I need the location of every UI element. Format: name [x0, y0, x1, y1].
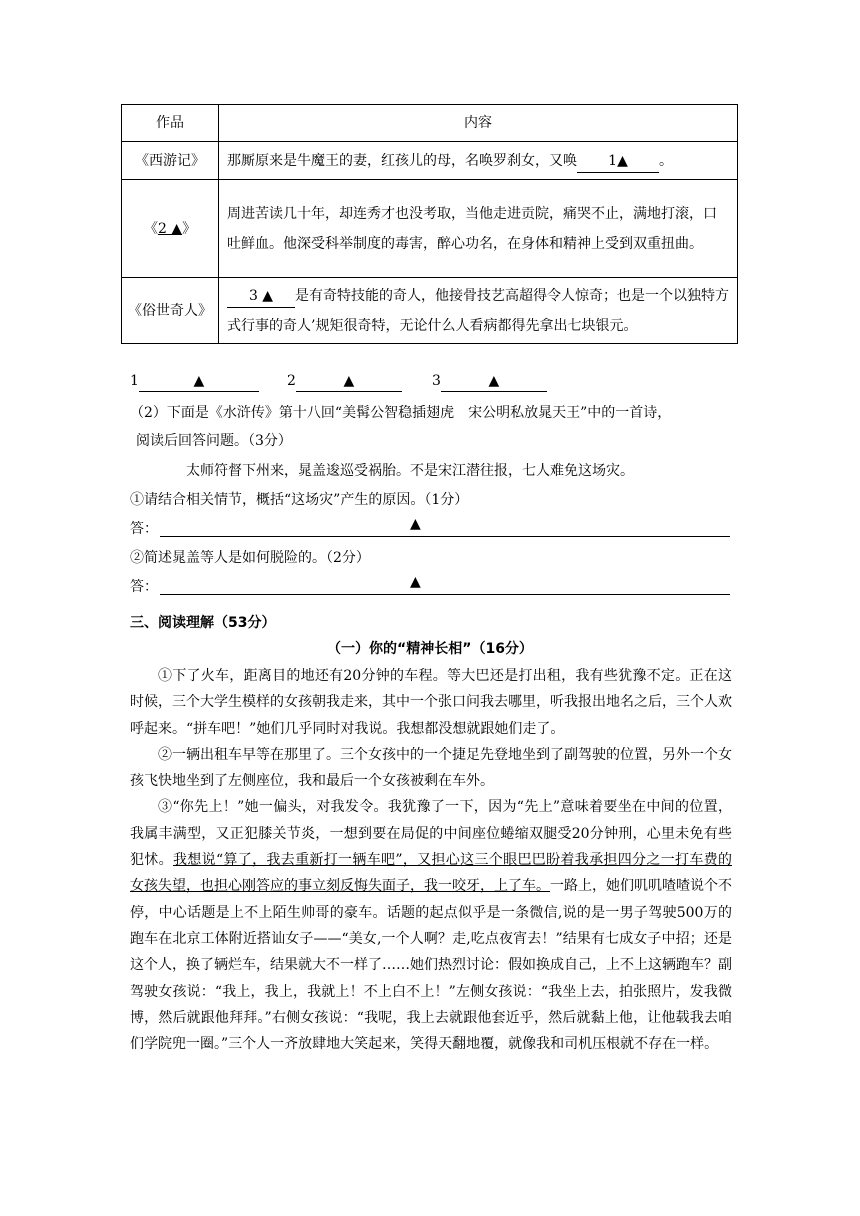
row-work: 《俗世奇人》: [122, 278, 219, 344]
passage-title: （一）你的“精神长相”（16分）: [327, 641, 533, 657]
row-work: [122, 180, 219, 278]
answer-line-2[interactable]: [130, 576, 730, 598]
table-header-row: [122, 105, 738, 142]
row-work: 《西游记》: [122, 142, 219, 180]
sub-question-1: ①请结合相关情节，概括“这场灾”产生的原因。（1分）: [130, 492, 469, 508]
header-content: 内容: [219, 105, 738, 142]
table-row: [122, 142, 738, 180]
row-content-text: 是有奇特技能的奇人，他接骨技艺高超得令人惊奇；也是一个以独特方式行事的奇人’规矩很奇特，无论什么人看病都得先拿出七块银元。: [227, 287, 729, 334]
paragraph-3-underlined: 我想说“算了，我去重新打一辆车吧”，又担心这三个眼巴巴盼着我承担四分之一打车费的女孩失望，也担心刚答应的事立刻反悔失面子，我一咬牙，上了车。: [130, 852, 733, 895]
paragraph-3: [130, 794, 732, 1057]
answer-label: 答：: [130, 521, 158, 537]
answer-line-1[interactable]: [130, 518, 730, 540]
answer-blank-2[interactable]: 2 ▲: [157, 220, 183, 237]
fill-3[interactable]: [432, 372, 547, 392]
question-2-intro-cont: 阅读后回答问题。（3分）: [136, 433, 292, 449]
fill-line: ▲: [441, 372, 547, 392]
answer-mark: ▲: [410, 574, 421, 590]
book-bracket-open: 《: [143, 220, 158, 237]
works-table: [121, 104, 738, 344]
fill-number: 2: [287, 373, 296, 389]
row-content: [219, 142, 738, 180]
fill-line: ▲: [139, 372, 259, 392]
passage: [130, 663, 732, 1057]
fill-2[interactable]: [287, 372, 402, 392]
fill-number: 3: [432, 373, 441, 389]
fill-line: ▲: [296, 372, 402, 392]
answer-mark: ▲: [410, 516, 421, 532]
paragraph-3-part-b: 一路上，她们叽叽喳喳说个不停，中心话题是上不上陌生帅哥的豪车。话题的起点似乎是一条微信,说的是一男子驾驶500万的跑车在北京工体附近搭讪女子——“美女,一个人啊？走,吃点夜宵去！”结果有七成女子中招；还是这个人，换了辆烂车，结果就大不一样了……她们热烈讨论：假如换成自己，上不上这辆跑车？副驾驶女孩说：“我上，我上，我就上！不上白不上！”左侧女孩说：“我坐上去，拍张照片，发我微博，然后就跟他拜拜。”右侧女孩说：“我呢，我上去就跟他套近乎，然后就黏上他，让他载我去咱们学院兜一圈。”三个人一齐放肆地大笑起来，笑得天翻地覆，就像我和司机压根就不存在一样。: [130, 878, 732, 1053]
table-row: [122, 180, 738, 278]
answer-blank-1[interactable]: 1▲: [577, 150, 659, 173]
fill-number: 1: [130, 373, 139, 389]
fill-1[interactable]: [130, 372, 259, 392]
row-content: [219, 278, 738, 344]
sub-question-2: ②简述晁盖等人是如何脱险的。（2分）: [130, 550, 370, 566]
row-content-tail: 。: [659, 152, 673, 169]
row-content-text: 那厮原来是牛魔王的妻，红孩儿的母，名唤罗刹女，又唤: [227, 152, 577, 169]
paragraph-3-part-a: ③“你先上！”她一偏头，对我发令。我犹豫了一下，因为“先上”意味着要坐在中间的位置，我属丰满型，又正犯膝关节炎，一想到要在局促的中间座位蜷缩双腿受20分钟刑，心里未免有些犯怵。: [130, 799, 732, 869]
question-2-intro: （2）下面是《水浒传》第十八回“美髯公智稳插翅虎 宋公明私放晁天王”中的一首诗，: [130, 405, 672, 421]
header-work: 作品: [122, 105, 219, 142]
answer-label: 答：: [130, 579, 158, 595]
section-title: 三、阅读理解（53分）: [130, 615, 276, 631]
poem: 太师符督下州来，晁盖逡巡受祸胎。不是宋江潜往报，七人难免这场灾。: [186, 463, 634, 479]
answer-blank-3[interactable]: 3 ▲: [227, 285, 295, 308]
row-content: 周进苦读几十年，却连秀才也没考取，当他走进贡院，痛哭不止，满地打滚，口吐鲜血。他深受科举制度的毒害，醉心功名，在身体和精神上受到双重扭曲。: [219, 180, 738, 278]
paragraph-1: ①下了火车，距离目的地还有20分钟的车程。等大巴还是打出租，我有些犹豫不定。正在这时候，三个大学生模样的女孩朝我走来，其中一个张口问我去哪里，听我报出地名之后，三个人欢呼起来。“拼车吧！”她们几乎同时对我说。我想都没想就跟她们走了。: [130, 668, 732, 737]
paragraph-2: ②一辆出租车早等在那里了。三个女孩中的一个捷足先登地坐到了副驾驶的位置，另外一个女孩飞快地坐到了左侧座位，我和最后一个女孩被剩在车外。: [130, 746, 732, 790]
table-row: [122, 278, 738, 344]
book-bracket-close: 》: [182, 220, 197, 237]
